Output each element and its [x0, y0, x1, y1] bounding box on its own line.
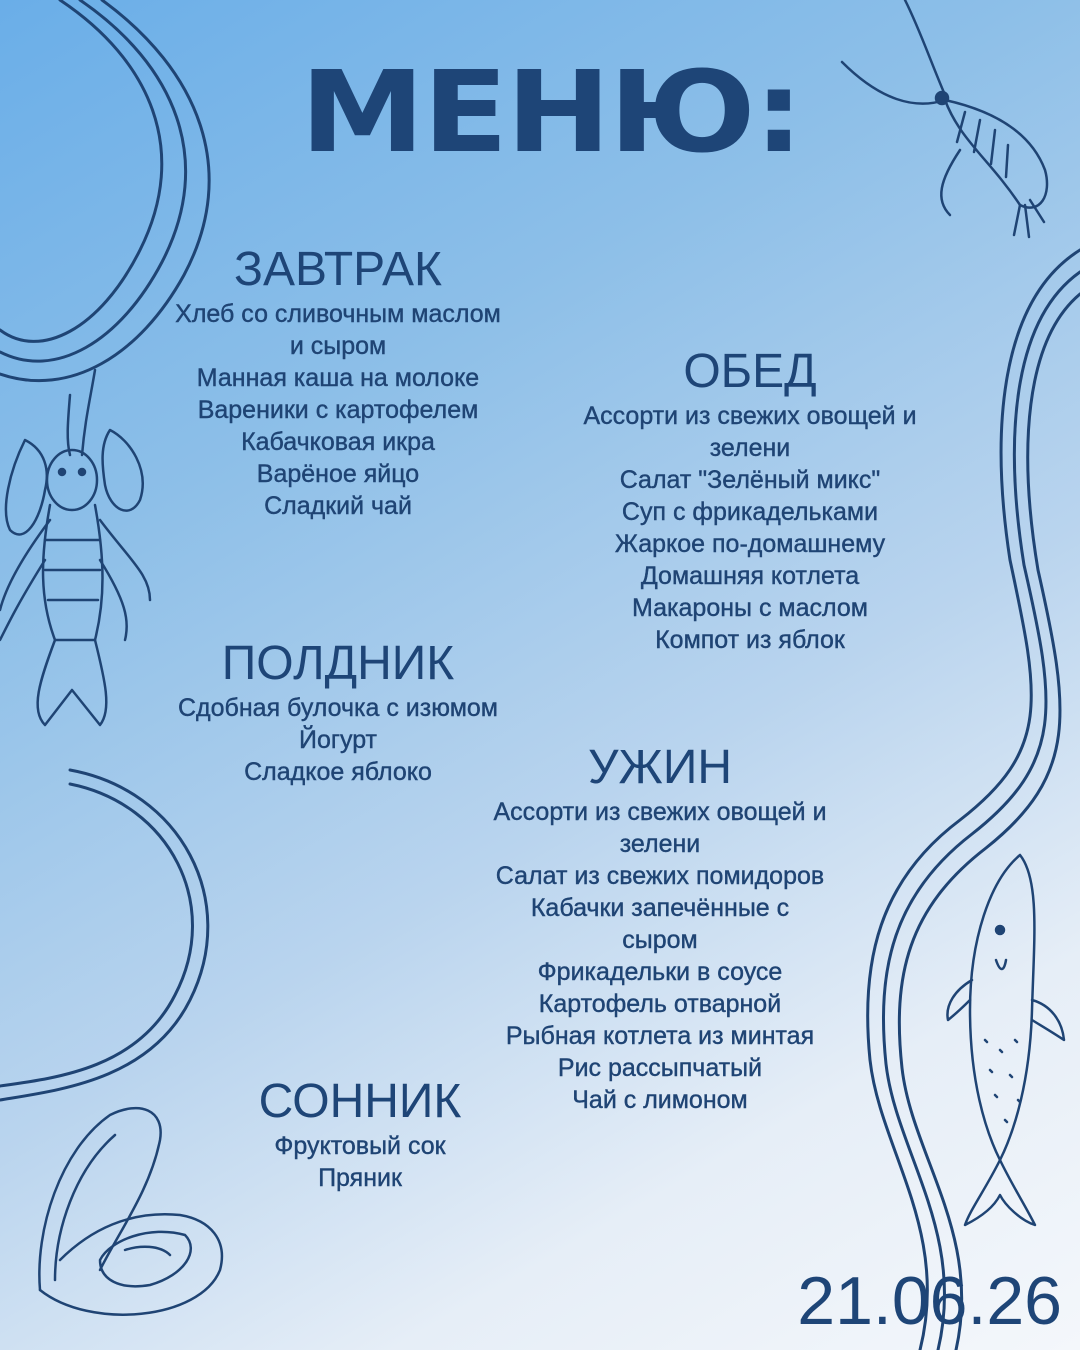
wave-lines-bottom-left: [0, 770, 208, 1100]
list-item: Рис рассыпчатый: [557, 1054, 763, 1082]
list-item: Ассорти из свежих овощей и: [583, 402, 917, 430]
list-item: зелени: [709, 434, 791, 462]
menu-date: 21.06.26: [797, 1263, 1062, 1339]
sleep-section: [200, 1074, 520, 1194]
list-item: Суп с фрикадельками: [621, 498, 879, 526]
list-item: Рыбная котлета из минтая: [505, 1022, 815, 1050]
crayfish-icon: [0, 370, 150, 725]
list-item: Салат "Зелёный микс": [619, 466, 881, 494]
breakfast-list: [140, 298, 536, 522]
list-item: Ассорти из свежих овощей и: [493, 798, 827, 826]
list-item: Сладкий чай: [264, 492, 412, 520]
list-item: Кабачки запечённые с: [530, 894, 790, 922]
list-item: Жаркое по-домашнему: [614, 530, 886, 558]
lunch-list: [540, 400, 960, 656]
list-item: Сдобная булочка с изюмом: [178, 694, 498, 722]
breakfast-heading: ЗАВТРАК: [234, 243, 442, 296]
list-item: и сыром: [289, 332, 387, 360]
list-item: Варёное яйцо: [256, 460, 420, 488]
list-item: Салат из свежих помидоров: [495, 862, 825, 890]
lunch-heading: ОБЕД: [683, 345, 817, 398]
dinner-section: [450, 740, 870, 1116]
list-item: Пряник: [318, 1164, 402, 1192]
snack-heading: ПОЛДНИК: [221, 637, 455, 690]
dinner-heading: УЖИН: [588, 741, 732, 794]
dinner-list: [450, 796, 870, 1116]
lunch-section: [540, 344, 960, 656]
list-item: Компот из яблок: [655, 626, 845, 654]
shrimp-icon: [842, 0, 1047, 237]
list-item: Йогурт: [298, 726, 377, 754]
list-item: Хлеб со сливочным маслом: [175, 300, 501, 328]
list-item: Чай с лимоном: [572, 1086, 748, 1114]
list-item: Картофель отварной: [538, 990, 782, 1018]
list-item: Фруктовый сок: [274, 1132, 446, 1160]
list-item: зелени: [619, 830, 701, 858]
menu-title: МЕНЮ:: [300, 48, 802, 178]
list-item: сыром: [622, 926, 698, 954]
list-item: Манная каша на молоке: [196, 364, 480, 392]
sleep-list: [200, 1130, 520, 1194]
sleep-heading: СОННИК: [258, 1075, 462, 1128]
fish-icon: [947, 855, 1064, 1225]
list-item: Сладкое яблоко: [244, 758, 432, 786]
mussel-icon: [39, 1108, 222, 1315]
list-item: Домашняя котлета: [640, 562, 860, 590]
breakfast-section: [140, 242, 536, 522]
list-item: Вареники с картофелем: [197, 396, 479, 424]
list-item: Фрикадельки в соусе: [537, 958, 783, 986]
list-item: Макароны с маслом: [632, 594, 868, 622]
list-item: Кабачковая икра: [241, 428, 435, 456]
